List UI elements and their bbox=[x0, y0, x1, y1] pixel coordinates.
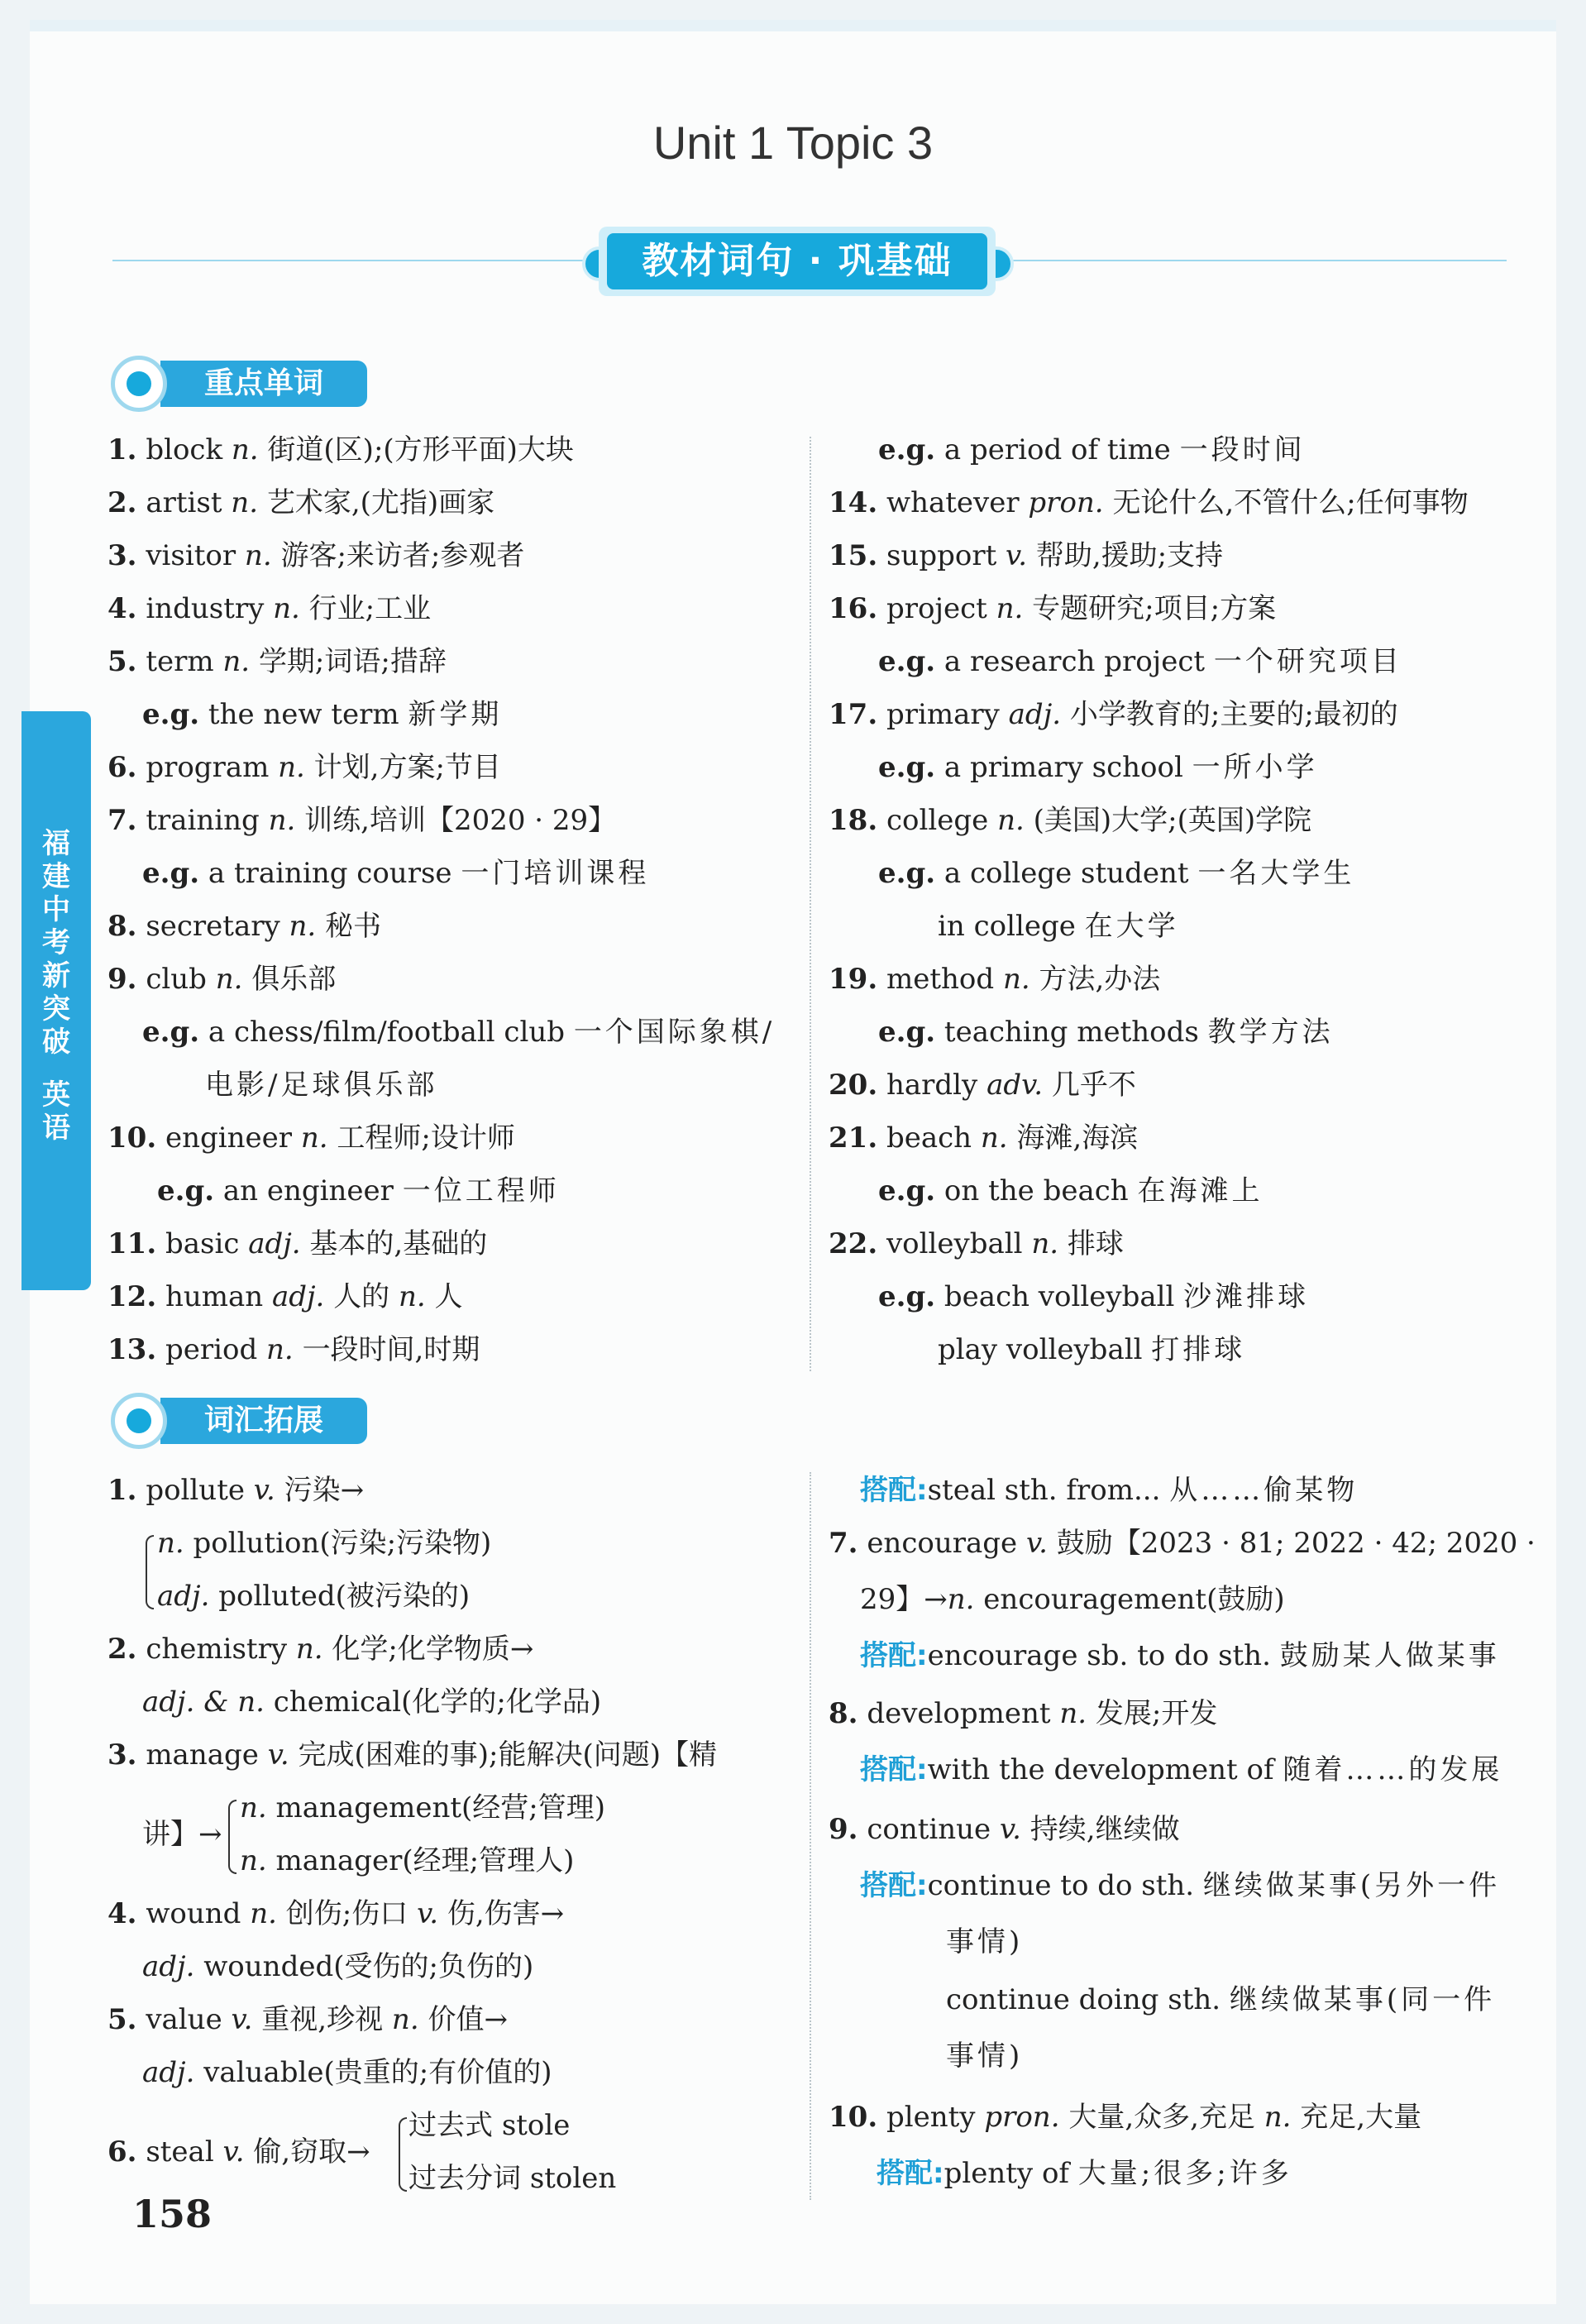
example: e.g. a chess/film/football club 一个国际象棋/ bbox=[142, 1016, 776, 1049]
derived-form: adj. & n. chemical(化学的;化学品) bbox=[142, 1686, 602, 1719]
word-entry: 9. club n. 俱乐部 bbox=[107, 963, 337, 996]
word-entry: 6. program n. 计划,方案;节目 bbox=[107, 751, 501, 784]
side-char: 突 bbox=[42, 992, 70, 1026]
word-entry: 16. project n. 专题研究;项目;方案 bbox=[829, 592, 1277, 625]
derived-form: 过去式 stole bbox=[408, 2109, 571, 2142]
word-entry: 22. volleyball n. 排球 bbox=[829, 1227, 1124, 1260]
derived-form: n. manager(经理;管理人) bbox=[240, 1844, 575, 1877]
word-entry: 18. college n. (美国)大学;(英国)学院 bbox=[829, 804, 1312, 837]
word-entry: 8. development n. 发展;开发 bbox=[829, 1697, 1218, 1730]
brace bbox=[146, 1535, 154, 1609]
banner-title: 教材词句 · 巩基础 bbox=[607, 233, 987, 289]
word-entry: 7. encourage v. 鼓励【2023 · 81; 2022 · 42; 2020 · bbox=[829, 1527, 1536, 1560]
example: e.g. on the beach 在海滩上 bbox=[878, 1174, 1264, 1207]
word-entry: 6. steal v. 偷,窃取→ bbox=[107, 2135, 370, 2169]
word-entry: 14. whatever pron. 无论什么,不管什么;任何事物 bbox=[829, 486, 1469, 519]
word-entry: 9. continue v. 持续,继续做 bbox=[829, 1813, 1180, 1846]
word-entry: 12. human adj. 人的 n. 人 bbox=[107, 1280, 463, 1313]
word-entry: 10. engineer n. 工程师;设计师 bbox=[107, 1121, 515, 1155]
page-number: 158 bbox=[132, 2192, 213, 2236]
collocation: 搭配:encourage sb. to do sth. 鼓励某人做某事 bbox=[860, 1639, 1500, 1672]
example: e.g. a college student 一名大学生 bbox=[878, 857, 1355, 890]
collocation: 搭配:plenty of 大量;很多;许多 bbox=[877, 2157, 1292, 2190]
side-char: 破 bbox=[42, 1026, 70, 1059]
derived-form: adj. wounded(受伤的;负伤的) bbox=[142, 1950, 534, 1983]
example-continued: 电影/足球俱乐部 bbox=[205, 1069, 438, 1102]
side-tab-label bbox=[21, 827, 91, 1145]
collocation: 搭配:with the development of 随着……的发展 bbox=[860, 1753, 1503, 1786]
side-char: 语 bbox=[42, 1112, 70, 1145]
section-key-words-label: 重点单词 bbox=[160, 361, 367, 407]
side-char: 英 bbox=[42, 1078, 70, 1112]
example: e.g. the new term 新学期 bbox=[142, 698, 503, 731]
word-entry: 15. support v. 帮助,援助;支持 bbox=[829, 539, 1224, 572]
side-char: 中 bbox=[42, 893, 70, 926]
side-gap bbox=[21, 1059, 91, 1078]
derived-form: 29】→n. encouragement(鼓励) bbox=[860, 1583, 1285, 1616]
brace bbox=[228, 1800, 236, 1874]
word-entry: 13. period n. 一段时间,时期 bbox=[107, 1333, 480, 1366]
banner-line-left bbox=[112, 260, 592, 261]
word-entry: 2. artist n. 艺术家,(尤指)画家 bbox=[107, 486, 495, 519]
brace bbox=[399, 2117, 407, 2192]
section-key-words bbox=[111, 356, 375, 412]
section-vocab-ext bbox=[111, 1393, 375, 1449]
column-divider bbox=[810, 1472, 811, 2200]
derived-form: adj. valuable(贵重的;有价值的) bbox=[142, 2056, 552, 2089]
example: in college 在大学 bbox=[938, 910, 1179, 943]
banner-line-right bbox=[1002, 260, 1507, 261]
example: e.g. an engineer 一位工程师 bbox=[157, 1174, 560, 1207]
derived-form: adj. polluted(被污染的) bbox=[157, 1580, 471, 1613]
word-entry: 20. hardly adv. 几乎不 bbox=[829, 1069, 1136, 1102]
derived-form: n. pollution(污染;污染物) bbox=[157, 1527, 492, 1560]
side-char: 建 bbox=[42, 860, 70, 893]
word-entry: 17. primary adj. 小学教育的;主要的;最初的 bbox=[829, 698, 1398, 731]
section-banner bbox=[599, 227, 996, 296]
example: e.g. beach volleyball 沙滩排球 bbox=[878, 1280, 1310, 1313]
unit-title: Unit 1 Topic 3 bbox=[652, 117, 934, 169]
example: e.g. a period of time 一段时间 bbox=[878, 433, 1306, 466]
top-border bbox=[30, 20, 1556, 31]
example: e.g. a primary school 一所小学 bbox=[878, 751, 1318, 784]
collocation-continued: 事情) bbox=[946, 2039, 1024, 2073]
derived-prefix: 讲】→ bbox=[142, 1818, 222, 1851]
book-icon bbox=[111, 356, 167, 412]
side-char: 新 bbox=[42, 959, 70, 992]
word-entry: 3. manage v. 完成(困难的事);能解决(问题)【精 bbox=[107, 1738, 718, 1772]
word-entry: 8. secretary n. 秘书 bbox=[107, 910, 382, 943]
word-entry: 4. industry n. 行业;工业 bbox=[107, 592, 432, 625]
word-entry: 7. training n. 训练,培训【2020 · 29】 bbox=[107, 804, 617, 837]
example: e.g. a training course 一门培训课程 bbox=[142, 857, 650, 890]
word-entry: 4. wound n. 创伤;伤口 v. 伤,伤害→ bbox=[107, 1897, 565, 1930]
collocation-continued: 事情) bbox=[946, 1925, 1024, 1958]
derived-form: n. management(经营;管理) bbox=[240, 1791, 606, 1824]
collocation: 搭配:steal sth. from... 从……偷某物 bbox=[860, 1474, 1359, 1507]
example: play volleyball 打排球 bbox=[938, 1333, 1246, 1366]
word-entry: 10. plenty pron. 大量,众多,充足 n. 充足,大量 bbox=[829, 2101, 1422, 2134]
word-entry: 5. term n. 学期;词语;措辞 bbox=[107, 645, 447, 678]
word-entry: 2. chemistry n. 化学;化学物质→ bbox=[107, 1633, 534, 1666]
section-vocab-ext-label: 词汇拓展 bbox=[160, 1398, 367, 1444]
example: e.g. a research project 一个研究项目 bbox=[878, 645, 1402, 678]
derived-form: 过去分词 stolen bbox=[408, 2162, 617, 2195]
word-entry: 21. beach n. 海滩,海滨 bbox=[829, 1121, 1139, 1155]
word-entry: 19. method n. 方法,办法 bbox=[829, 963, 1161, 996]
column-divider bbox=[810, 437, 811, 1371]
word-entry: 1. pollute v. 污染→ bbox=[107, 1474, 365, 1507]
book-icon bbox=[111, 1393, 167, 1449]
side-char: 考 bbox=[42, 926, 70, 959]
example: e.g. teaching methods 教学方法 bbox=[878, 1016, 1334, 1049]
collocation: continue doing sth. 继续做某事(同一件 bbox=[946, 1983, 1496, 2016]
collocation: 搭配:continue to do sth. 继续做某事(另外一件 bbox=[860, 1869, 1501, 1902]
word-entry: 11. basic adj. 基本的,基础的 bbox=[107, 1227, 488, 1260]
word-entry: 3. visitor n. 游客;来访者;参观者 bbox=[107, 539, 525, 572]
side-char: 福 bbox=[42, 827, 70, 860]
word-entry: 5. value v. 重视,珍视 n. 价值→ bbox=[107, 2003, 508, 2036]
word-entry: 1. block n. 街道(区);(方形平面)大块 bbox=[107, 433, 574, 466]
